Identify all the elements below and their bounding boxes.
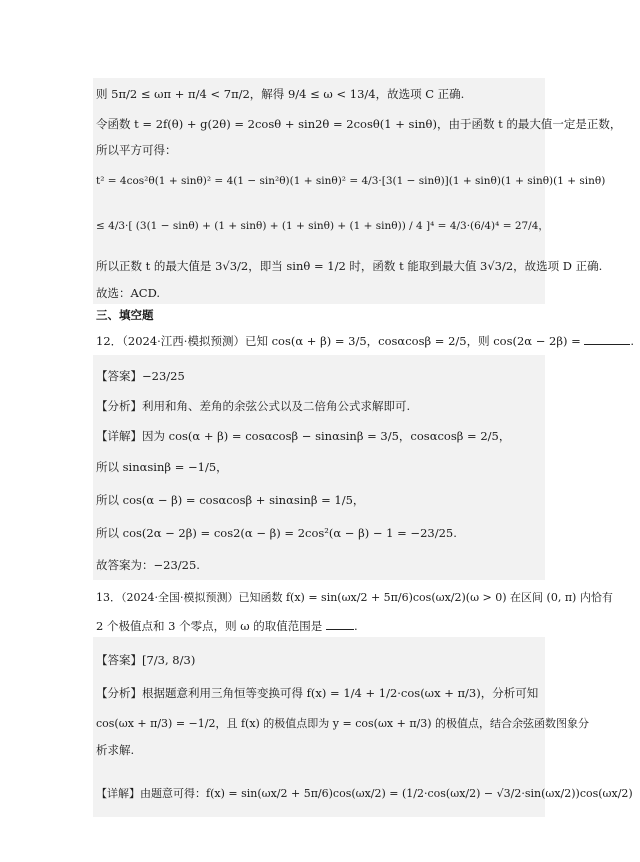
text-line: cos(ωx + π/3) = −1/2，且 f(x) 的极值点即为 y = cos(ωx + π/3) 的极值点，结合余弦函数图象分 bbox=[96, 717, 590, 730]
text-line: 所以 cos(α − β) = cosαcosβ + sinαsinβ = 1/5， bbox=[96, 493, 365, 507]
question-12 bbox=[96, 332, 634, 349]
formula-line: ≤ 4/3·[ (3(1 − sinθ) + (1 + sinθ) + (1 + sinθ) + (1 + sinθ)) / 4 ]⁴ = 4/3·(6/4)⁴ = 27/4， bbox=[96, 220, 549, 232]
question-13: 13．（2024·全国·模拟预测）已知函数 f(x) = sin(ωx/2 + 5π/6)cos(ωx/2)(ω > 0) 在区间 (0, π) 内恰有 bbox=[96, 591, 613, 604]
detail-line: 【详解】由题意可得：f(x) = sin(ωx/2 + 5π/6)cos(ωx/2) = (1/2·cos(ωx/2) − √3/2·sin(ωx/2))cos(ωx/2) bbox=[96, 787, 633, 800]
text-line: 析求解. bbox=[96, 743, 135, 757]
text-line: 所以平方可得： bbox=[96, 143, 177, 157]
question-text: 2 个极值点和 3 个零点，则 ω 的取值范围是 bbox=[96, 619, 323, 633]
analysis-line: 【分析】根据题意利用三角恒等变换可得 f(x) = 1/4 + 1/2·cos(ωx + π/3)，分析可知 bbox=[96, 686, 539, 700]
answer-blank bbox=[326, 617, 354, 630]
section-heading: 三、填空题 bbox=[96, 308, 154, 322]
text-line: 所以 cos(2α − 2β) = cos2(α − β) = 2cos²(α − β) − 1 = −23/25. bbox=[96, 526, 457, 540]
text-line: 令函数 t = 2f(θ) + g(2θ) = 2cosθ + sin2θ = 2cosθ(1 + sinθ)，由于函数 t 的最大值一定是正数， bbox=[96, 117, 622, 131]
text-line: 故答案为：−23/25. bbox=[96, 558, 200, 572]
end-mark: . bbox=[630, 334, 635, 348]
answer-line: 【答案】[7/3, 8/3) bbox=[96, 653, 196, 667]
formula-line: t² = 4cos²θ(1 + sinθ)² = 4(1 − sin²θ)(1 + sinθ)² = 4/3·[3(1 − sinθ)](1 + sinθ)(1 + sinθ)(1 + sinθ) bbox=[96, 175, 606, 187]
text-line: 故选：ACD. bbox=[96, 286, 161, 300]
text-line: 所以 sinαsinβ = −1/5， bbox=[96, 460, 228, 474]
question-text: 12．（2024·江西·模拟预测）已知 cos(α + β) = 3/5，cosαcosβ = 2/5，则 cos(2α − 2β) = bbox=[96, 334, 581, 348]
question-13-cont bbox=[96, 617, 358, 634]
answer-line: 【答案】−23/25 bbox=[96, 369, 185, 383]
text-line: 所以正数 t 的最大值是 3√3/2，即当 sinθ = 1/2 时，函数 t 能取到最大值 3√3/2，故选项 D 正确. bbox=[96, 259, 603, 273]
end-mark: . bbox=[353, 619, 358, 633]
text-line: 则 5π/2 ≤ ωπ + π/4 < 7π/2，解得 9/4 ≤ ω < 13/4，故选项 C 正确. bbox=[96, 87, 465, 101]
answer-blank bbox=[584, 332, 630, 345]
analysis-line: 【分析】利用和角、差角的余弦公式以及二倍角公式求解即可. bbox=[96, 399, 411, 413]
detail-line: 【详解】因为 cos(α + β) = cosαcosβ − sinαsinβ = 3/5，cosαcosβ = 2/5， bbox=[96, 429, 511, 443]
